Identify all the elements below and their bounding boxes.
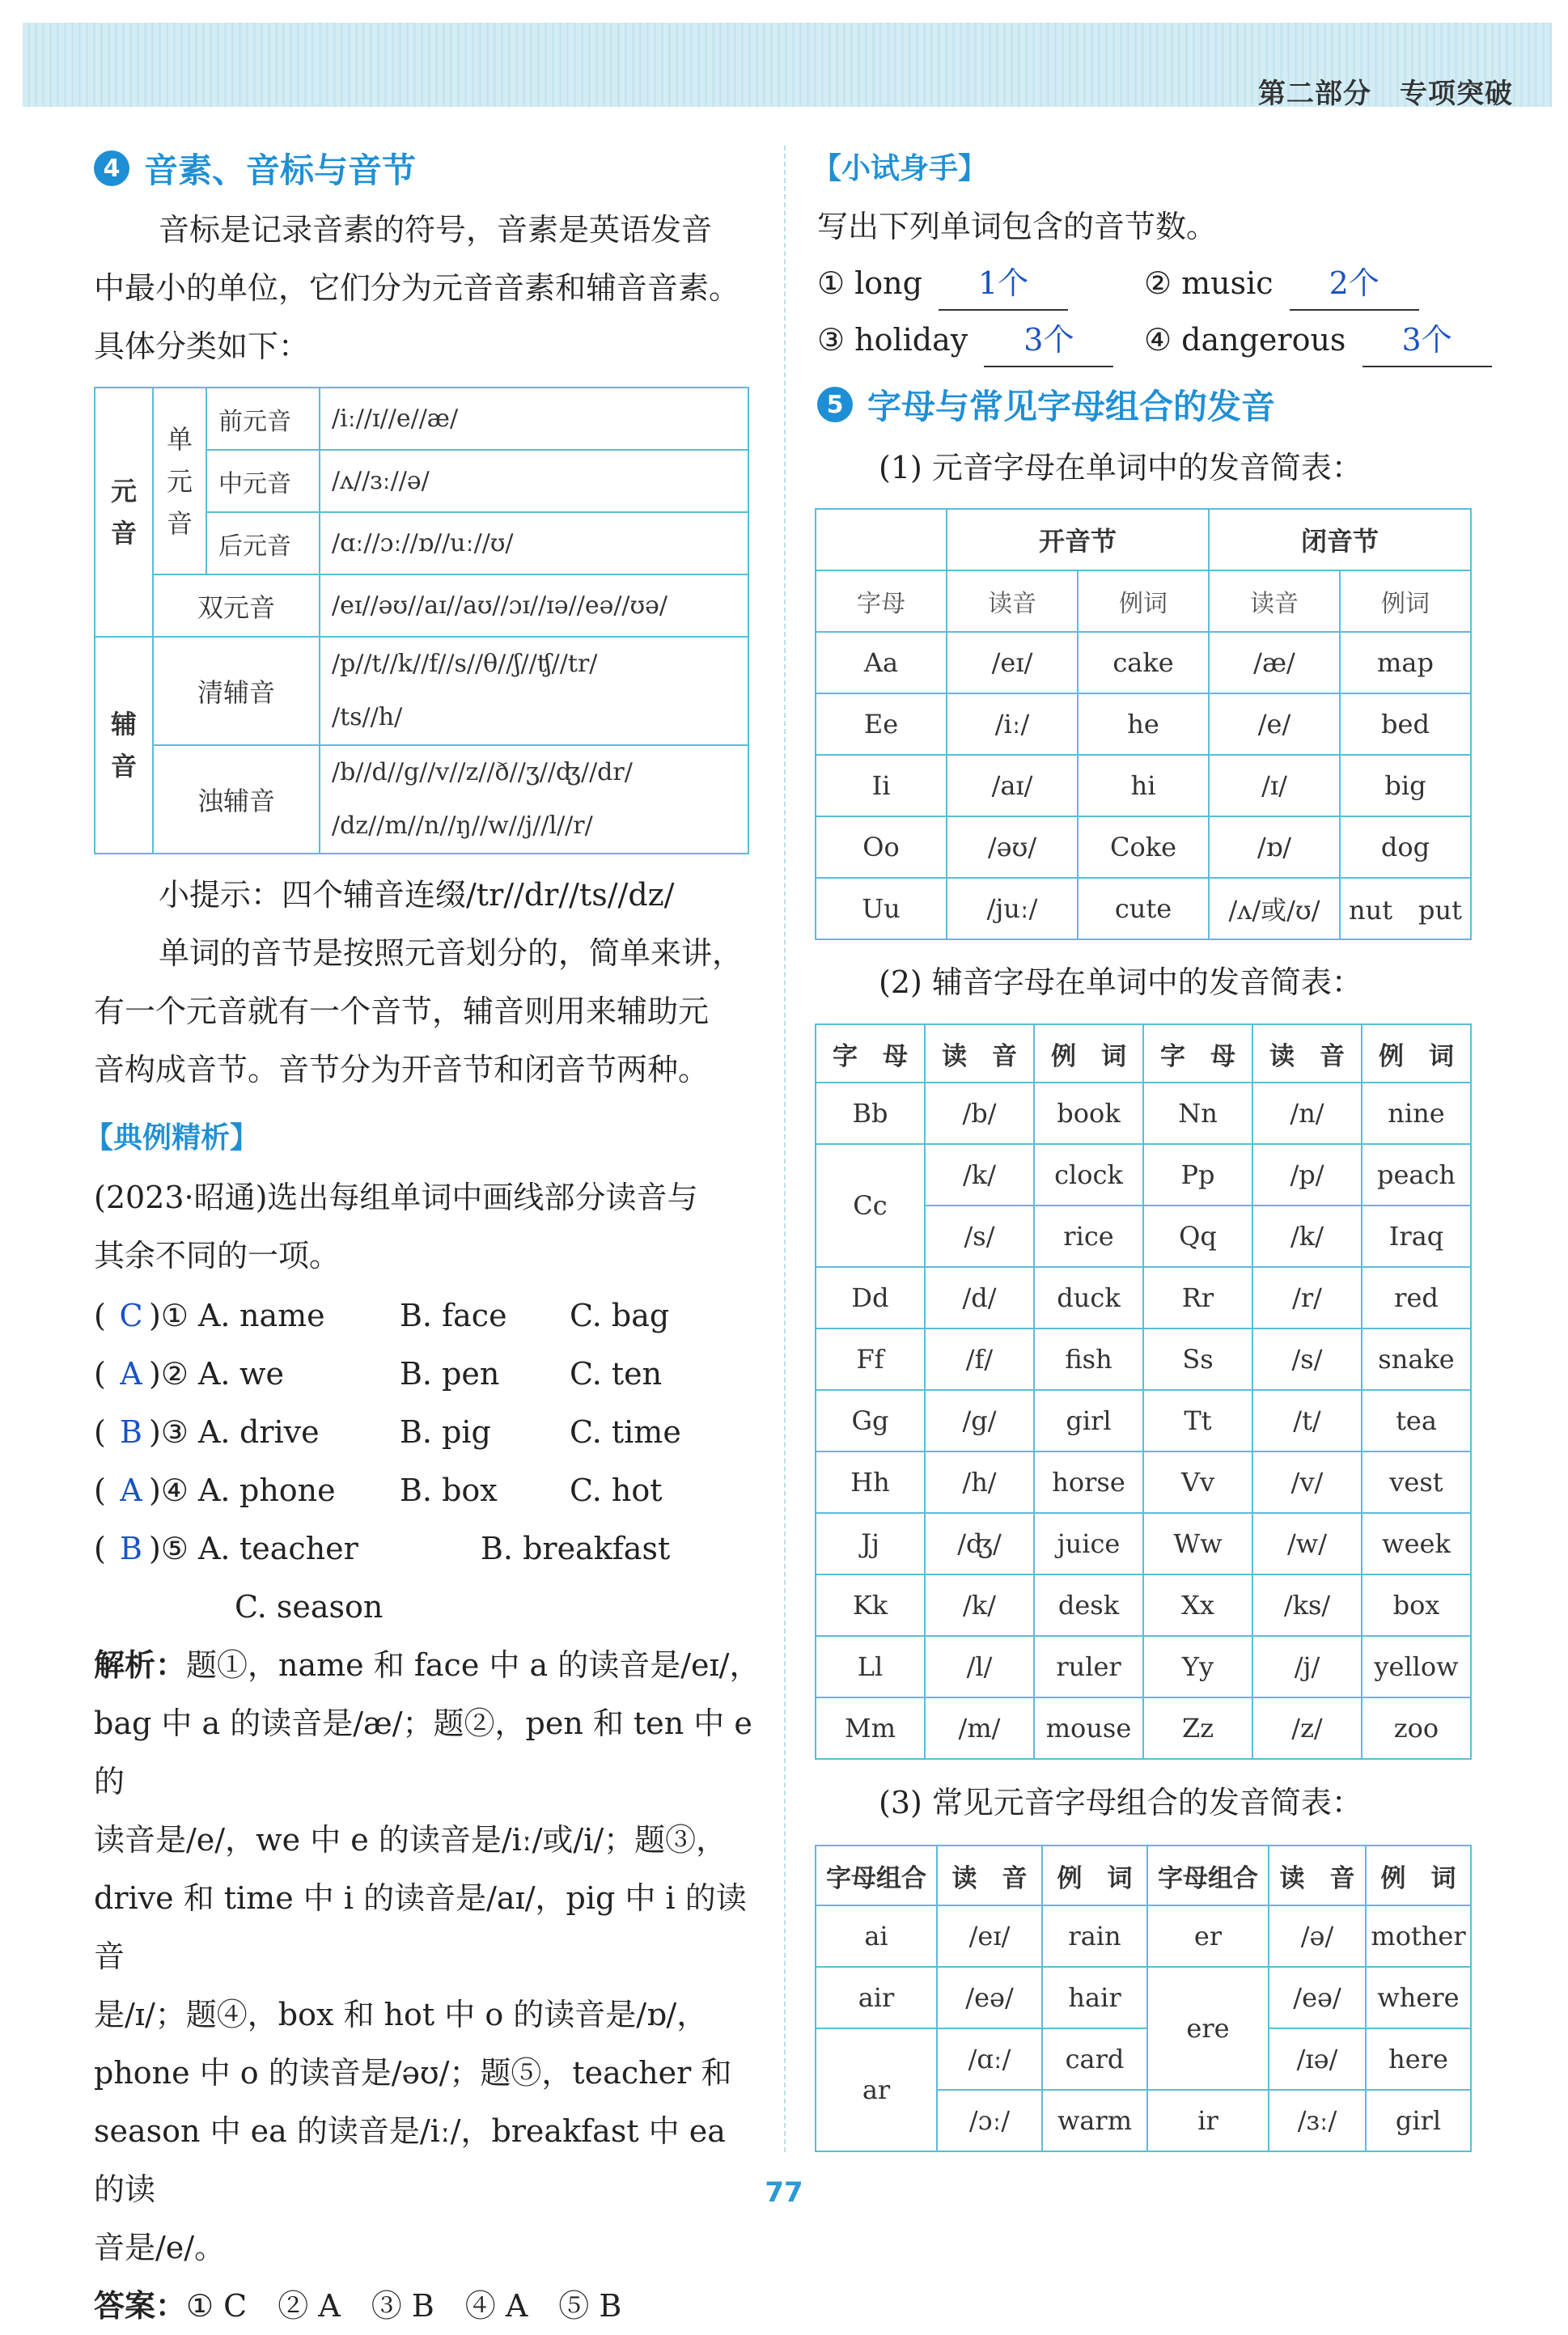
- column-header: 读 音: [925, 1024, 1034, 1083]
- cell: Oo: [816, 816, 947, 878]
- open-syllable-header: 开音节: [947, 509, 1209, 570]
- syllable-line: 音构成音节。音节分为开音节和闭音节两种。: [94, 1052, 710, 1087]
- cell: book: [1034, 1083, 1143, 1144]
- example-item: ( B )③ A. drive B. pig C. time: [94, 1408, 681, 1456]
- cell: /æ/: [1209, 632, 1340, 693]
- cell: girl: [1034, 1390, 1143, 1451]
- cell: /g/: [925, 1390, 1034, 1451]
- cell: red: [1362, 1267, 1471, 1329]
- cell: /ə/: [1269, 1905, 1366, 1967]
- cell: map: [1340, 632, 1471, 693]
- cell: bed: [1340, 693, 1471, 755]
- question-line: 其余不同的一项。: [94, 1238, 341, 1273]
- back-vowel-value: /ɑː//ɔː//ɒ//uː//ʊ/: [320, 512, 748, 574]
- try-label: ① long: [817, 265, 922, 301]
- cell: /k/: [1252, 1206, 1362, 1267]
- cell: Zz: [1143, 1697, 1252, 1759]
- try-item: [817, 257, 1068, 311]
- cell: /k/: [925, 1574, 1034, 1636]
- analysis-line: 是/ɪ/；题④，box 和 hot 中 o 的读音是/ɒ/，: [94, 1997, 708, 2032]
- table-row: [816, 755, 1471, 816]
- option-b: B. box: [400, 1473, 498, 1508]
- table-row: [816, 1574, 1471, 1636]
- column-header: 字母组合: [816, 1846, 937, 1905]
- cell: /ɔː/: [937, 2090, 1042, 2151]
- cell: where: [1366, 1967, 1471, 2028]
- cell: /v/: [1252, 1451, 1362, 1513]
- vowel-combination-table: [815, 1845, 1472, 2152]
- cell: Pp: [1143, 1144, 1252, 1206]
- table-row: [816, 1451, 1471, 1513]
- cell: Ww: [1143, 1513, 1252, 1574]
- cell: cake: [1078, 632, 1209, 693]
- column-header: 字 母: [1143, 1024, 1252, 1083]
- front-vowel-label: 前元音: [206, 388, 320, 450]
- intro-line: 音标是记录音素的符号，音素是英语发音: [159, 212, 713, 248]
- item-number: )② A.: [149, 1356, 231, 1392]
- cell: dog: [1340, 816, 1471, 878]
- syllable-line: 有一个元音就有一个音节，辅音则用来辅助元: [94, 994, 710, 1029]
- cell: Gg: [816, 1390, 925, 1451]
- column-header: 读 音: [1269, 1846, 1366, 1905]
- cell: Mm: [816, 1697, 925, 1759]
- cell: rain: [1042, 1905, 1147, 1967]
- syllable-paragraph: [94, 924, 765, 1099]
- example-item: ( A )② A. we B. pen C. ten: [94, 1350, 662, 1398]
- cell: /ɪ/: [1209, 755, 1340, 816]
- cell: Iraq: [1362, 1206, 1471, 1267]
- cell: Hh: [816, 1451, 925, 1513]
- cell: card: [1042, 2028, 1147, 2090]
- option-c: C. season: [235, 1589, 384, 1625]
- cell: cute: [1078, 878, 1209, 939]
- column-header: 例 词: [1362, 1024, 1471, 1083]
- cell: rice: [1034, 1206, 1143, 1267]
- header-banner: [23, 23, 1552, 110]
- cell: /əʊ/: [947, 816, 1078, 878]
- try-item: [1144, 257, 1419, 311]
- cell: big: [1340, 755, 1471, 816]
- voiceless-label: 清辅音: [153, 637, 320, 745]
- cell: Nn: [1143, 1083, 1252, 1144]
- option-c: C. bag: [570, 1298, 670, 1333]
- cell: /eɪ/: [937, 1905, 1042, 1967]
- vowel-table-caption: (1) 元音字母在单词中的发音简表：: [879, 450, 1362, 485]
- try-item: [817, 314, 1113, 367]
- cell: tea: [1362, 1390, 1471, 1451]
- cell: /t/: [1252, 1390, 1362, 1451]
- cell: Aa: [816, 632, 947, 693]
- cell: zoo: [1362, 1697, 1471, 1759]
- cell: Yy: [1143, 1636, 1252, 1697]
- cell: /ks/: [1252, 1574, 1362, 1636]
- example-answer: C: [119, 1298, 143, 1333]
- cell: vest: [1362, 1451, 1471, 1513]
- combo-table-caption: (3) 常见元音字母组合的发音简表：: [879, 1785, 1362, 1820]
- column-header: 字母组合: [1147, 1846, 1269, 1905]
- analysis-line: 音是/e/。: [94, 2230, 226, 2265]
- cell: here: [1366, 2028, 1471, 2090]
- cell: /ʤ/: [925, 1513, 1034, 1574]
- example-item: ( A )④ A. phone B. box C. hot: [94, 1466, 663, 1515]
- cell: juice: [1034, 1513, 1143, 1574]
- cell: Xx: [1143, 1574, 1252, 1636]
- cell: /p/: [1252, 1144, 1362, 1206]
- column-header: 读音: [1209, 570, 1340, 632]
- cell: hair: [1042, 1967, 1147, 2028]
- cell: /eə/: [937, 1967, 1042, 2028]
- cell: /l/: [925, 1636, 1034, 1697]
- single-vowel-label: 单元音: [153, 388, 206, 574]
- section-4-number: 4: [94, 150, 129, 186]
- cell: /iː/: [947, 693, 1078, 755]
- closed-syllable-header: 闭音节: [1209, 509, 1471, 570]
- column-header: 字 母: [816, 1024, 925, 1083]
- option-a: drive: [239, 1414, 320, 1450]
- option-b: B. pen: [400, 1356, 500, 1392]
- cell: peach: [1362, 1144, 1471, 1206]
- cell: Dd: [816, 1267, 925, 1329]
- mid-vowel-value: /ʌ//ɜː//ə/: [320, 450, 748, 512]
- cell: week: [1362, 1513, 1471, 1574]
- try-answer: 3个: [1362, 314, 1492, 367]
- cell: Ll: [816, 1636, 925, 1697]
- analysis-label: 解析：: [94, 1647, 187, 1683]
- option-c: C. ten: [570, 1356, 663, 1392]
- option-c: C. time: [570, 1414, 681, 1450]
- item-number: )③ A.: [149, 1414, 231, 1450]
- option-a: phone: [239, 1473, 336, 1508]
- section-5-heading: [817, 380, 1275, 429]
- example-question: [94, 1168, 765, 1285]
- consonant-label: 辅音: [95, 637, 153, 854]
- column-header: 读 音: [937, 1846, 1042, 1905]
- cell: girl: [1366, 2090, 1471, 2151]
- column-header: 例 词: [1034, 1024, 1143, 1083]
- try-answer: 1个: [939, 257, 1068, 311]
- option-a: name: [239, 1298, 325, 1333]
- analysis-paragraph: [94, 1636, 765, 2335]
- table-row: [816, 632, 1471, 693]
- cell: /ɜː/: [1269, 2090, 1366, 2151]
- table-row: [816, 816, 1471, 878]
- cell: /h/: [925, 1451, 1034, 1513]
- column-header: 例词: [1340, 570, 1471, 632]
- option-a: we: [239, 1356, 285, 1392]
- cell: /n/: [1252, 1083, 1362, 1144]
- cell: warm: [1042, 2090, 1147, 2151]
- back-vowel-label: 后元音: [206, 512, 320, 574]
- diphthong-label: 双元音: [153, 574, 320, 637]
- item-number: )⑤ A.: [149, 1531, 231, 1566]
- try-label: ③ holiday: [817, 322, 968, 358]
- try-label: ④ dangerous: [1144, 322, 1346, 358]
- cell: nut put: [1340, 878, 1471, 939]
- cell: duck: [1034, 1267, 1143, 1329]
- voiced-label: 浊辅音: [153, 745, 320, 854]
- table-row: [816, 693, 1471, 755]
- table-row: [816, 878, 1471, 939]
- section-label: 第二部分 专项突破: [1258, 78, 1513, 110]
- cell: /eə/: [1269, 1967, 1366, 2028]
- cell: mother: [1366, 1905, 1471, 1967]
- blank-header: [816, 509, 947, 570]
- section-4-title: 音素、音标与音节: [144, 150, 417, 190]
- option-b: B. face: [400, 1298, 507, 1333]
- cell: /m/: [925, 1697, 1034, 1759]
- cell: /f/: [925, 1329, 1034, 1390]
- mid-vowel-label: 中元音: [206, 450, 320, 512]
- cell: Rr: [1143, 1267, 1252, 1329]
- example-item: ( B )⑤ A. teacher B. breakfast: [94, 1524, 642, 1573]
- cell: /ʌ/或/ʊ/: [1209, 878, 1340, 939]
- cell: /ɒ/: [1209, 816, 1340, 878]
- cell: he: [1078, 693, 1209, 755]
- cell: yellow: [1362, 1636, 1471, 1697]
- cell: Vv: [1143, 1451, 1252, 1513]
- consonant-table-caption: (2) 辅音字母在单词中的发音简表：: [879, 964, 1362, 1000]
- try-question: 写出下列单词包含的音节数。: [817, 209, 1218, 244]
- question-line: (2023·昭通)选出每组单词中画线部分读音与: [94, 1180, 698, 1215]
- analysis-line: season 中 ea 的读音是/iː/，breakfast 中 ea 的读: [94, 2113, 726, 2207]
- cell: mouse: [1034, 1697, 1143, 1759]
- voiceless-value: /p//t//k//f//s//θ//ʃ//ʧ//tr/ /ts//h/: [320, 637, 748, 745]
- cell: horse: [1034, 1451, 1143, 1513]
- cell: /b/: [925, 1083, 1034, 1144]
- option-a: teacher: [239, 1531, 358, 1566]
- cell: fish: [1034, 1329, 1143, 1390]
- cell: /s/: [1252, 1329, 1362, 1390]
- vowel-label: 元音: [95, 388, 153, 637]
- cell: er: [1147, 1905, 1269, 1967]
- cell: Cc: [816, 1144, 925, 1267]
- cell: Ss: [1143, 1329, 1252, 1390]
- analysis-line: phone 中 o 的读音是/əʊ/；题⑤，teacher 和: [94, 2055, 732, 2091]
- cell: Ee: [816, 693, 947, 755]
- cell: ruler: [1034, 1636, 1143, 1697]
- section-5-title: 字母与常见字母组合的发音: [867, 387, 1276, 426]
- try-item: [1144, 314, 1492, 367]
- front-vowel-value: /iː//ɪ//e//æ/: [320, 388, 748, 450]
- cell: Jj: [816, 1513, 925, 1574]
- example-item: ( C )① A. name B. face C. bag: [94, 1291, 669, 1340]
- table-row: [816, 1329, 1471, 1390]
- option-c: C. hot: [570, 1473, 663, 1508]
- try-answer: 3个: [984, 314, 1113, 367]
- column-header: 读音: [947, 570, 1078, 632]
- consonant-letter-table: [815, 1023, 1472, 1760]
- example-tag: 【典例精析】: [84, 1121, 260, 1155]
- cell: /j/: [1252, 1636, 1362, 1697]
- cell: /d/: [925, 1267, 1034, 1329]
- column-header: 例 词: [1366, 1846, 1471, 1905]
- analysis-line: drive 和 time 中 i 的读音是/aɪ/，pig 中 i 的读音: [94, 1880, 747, 1974]
- cell: ai: [816, 1905, 937, 1967]
- voiced-value: /b//d//g//v//z//ð//ʒ//ʤ//dr/ /dz//m//n//ŋ//w//j//l//r/: [320, 745, 748, 854]
- cell: Bb: [816, 1083, 925, 1144]
- syllable-line: 单词的音节是按照元音划分的，简单来讲，: [159, 935, 744, 971]
- cell: Kk: [816, 1574, 925, 1636]
- vowel-letter-table: [815, 508, 1472, 940]
- cell: /ɪə/: [1269, 2028, 1366, 2090]
- item-number: )④ A.: [149, 1473, 231, 1508]
- cell: /r/: [1252, 1267, 1362, 1329]
- intro-line: 中最小的单位，它们分为元音音素和辅音音素。: [94, 270, 740, 306]
- cell: hi: [1078, 755, 1209, 816]
- cell: /w/: [1252, 1513, 1362, 1574]
- cell: ar: [816, 2028, 937, 2151]
- cell: nine: [1362, 1083, 1471, 1144]
- analysis-line: 题①，name 和 face 中 a 的读音是/eɪ/，: [186, 1647, 761, 1683]
- example-answer: B: [120, 1531, 142, 1566]
- cell: snake: [1362, 1329, 1471, 1390]
- cell: /s/: [925, 1206, 1034, 1267]
- table-row: [816, 1513, 1471, 1574]
- cell: Tt: [1143, 1390, 1252, 1451]
- section-4-heading: [94, 144, 416, 193]
- intro-paragraph: [94, 201, 757, 375]
- cell: clock: [1034, 1144, 1143, 1206]
- try-answer: 2个: [1290, 257, 1419, 311]
- diphthong-value: /eɪ//əʊ//aɪ//aʊ//ɔɪ//ɪə//eə//ʊə/: [320, 574, 748, 637]
- tip-text: 小提示：四个辅音连缀/tr//dr//ts//dz/: [159, 877, 675, 913]
- cell: /eɪ/: [947, 632, 1078, 693]
- cell: /e/: [1209, 693, 1340, 755]
- analysis-line: 读音是/e/，we 中 e 的读音是/iː/或/i/；题③，: [94, 1822, 727, 1858]
- table-row: [816, 1636, 1471, 1697]
- option-b: B. pig: [400, 1414, 491, 1450]
- example-answer: A: [120, 1356, 142, 1392]
- page-number: 77: [765, 2176, 803, 2209]
- cell: Uu: [816, 878, 947, 939]
- table-row: [816, 1267, 1471, 1329]
- answer-text: ① C ② A ③ B ④ A ⑤ B: [186, 2288, 622, 2324]
- column-header: 字母: [816, 570, 947, 632]
- column-header: 读 音: [1252, 1024, 1362, 1083]
- analysis-line: bag 中 a 的读音是/æ/；题②，pen 和 ten 中 e 的: [94, 1706, 752, 1799]
- column-header: 例 词: [1042, 1846, 1147, 1905]
- item-number: )① A.: [149, 1298, 231, 1333]
- cell: /z/: [1252, 1697, 1362, 1759]
- cell: Ff: [816, 1329, 925, 1390]
- answer-label: 答案：: [94, 2288, 187, 2324]
- example-answer: A: [120, 1473, 142, 1508]
- example-answer: B: [120, 1414, 142, 1450]
- cell: /juː/: [947, 878, 1078, 939]
- column-divider: [784, 146, 786, 2152]
- cell: Ii: [816, 755, 947, 816]
- table-row: [816, 1697, 1471, 1759]
- table-row: [816, 1390, 1471, 1451]
- cell: desk: [1034, 1574, 1143, 1636]
- section-5-number: 5: [817, 387, 853, 422]
- phoneme-table: [94, 387, 749, 854]
- cell: Qq: [1143, 1206, 1252, 1267]
- try-tag: 【小试身手】: [812, 152, 988, 185]
- column-header: 例词: [1078, 570, 1209, 632]
- cell: box: [1362, 1574, 1471, 1636]
- option-b: B. breakfast: [481, 1531, 671, 1566]
- cell: Coke: [1078, 816, 1209, 878]
- cell: air: [816, 1967, 937, 2028]
- cell: /ɑː/: [937, 2028, 1042, 2090]
- intro-line: 具体分类如下：: [94, 328, 310, 364]
- cell: /aɪ/: [947, 755, 1078, 816]
- cell: /k/: [925, 1144, 1034, 1206]
- try-label: ② music: [1144, 265, 1273, 301]
- cell: ere: [1147, 1967, 1269, 2090]
- cell: ir: [1147, 2090, 1269, 2151]
